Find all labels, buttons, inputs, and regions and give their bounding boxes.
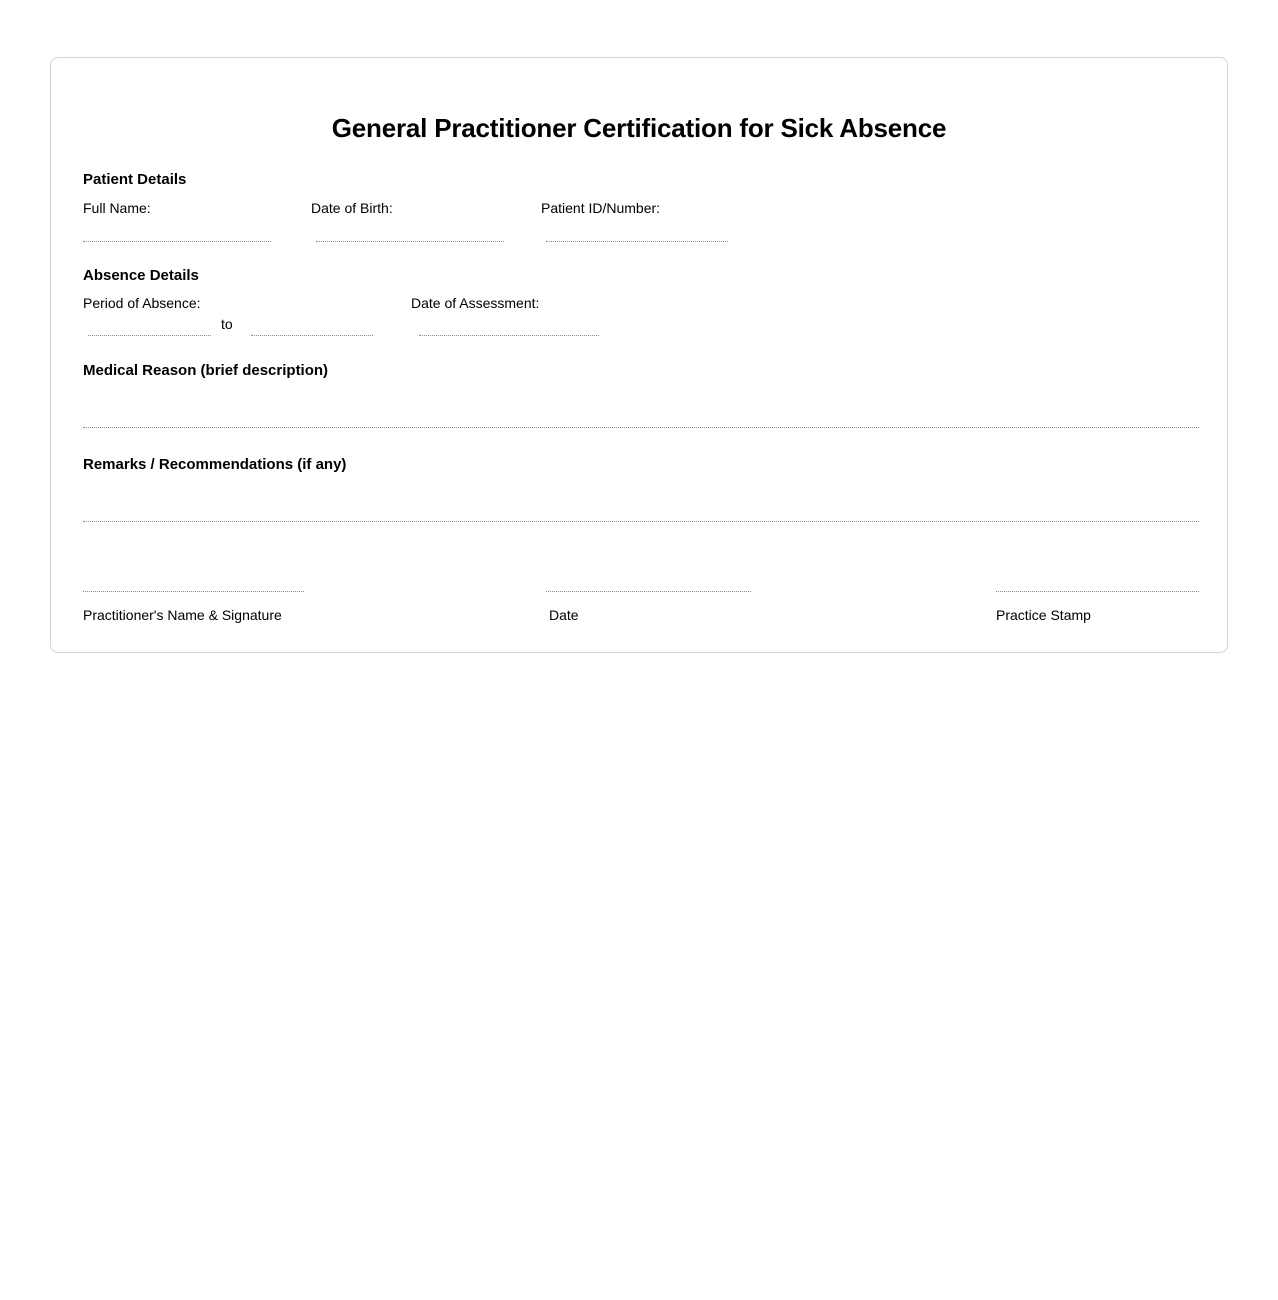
section-heading-remarks: Remarks / Recommendations (if any) (83, 456, 347, 473)
signature-date-input-line[interactable] (546, 591, 751, 592)
signature-date-label: Date (549, 607, 579, 623)
certification-form-card (50, 57, 1228, 653)
full-name-input-line[interactable] (83, 241, 271, 242)
date-of-assessment-label: Date of Assessment: (411, 295, 540, 311)
remarks-input-line[interactable] (83, 521, 1199, 522)
practitioner-signature-input-line[interactable] (83, 591, 304, 592)
section-heading-absence-details: Absence Details (83, 267, 199, 284)
practitioner-signature-label: Practitioner's Name & Signature (83, 607, 282, 623)
full-name-label: Full Name: (83, 200, 151, 216)
practice-stamp-label: Practice Stamp (996, 607, 1091, 623)
patient-id-input-line[interactable] (546, 241, 728, 242)
page-title: General Practitioner Certification for Sick Absence (331, 113, 947, 143)
period-to-input-line[interactable] (251, 335, 373, 336)
section-heading-patient-details: Patient Details (83, 171, 187, 188)
practice-stamp-input-line[interactable] (996, 591, 1199, 592)
date-of-birth-label: Date of Birth: (311, 200, 393, 216)
period-from-input-line[interactable] (88, 335, 211, 336)
patient-id-label: Patient ID/Number: (541, 200, 661, 216)
date-of-assessment-input-line[interactable] (419, 335, 599, 336)
period-of-absence-label: Period of Absence: (83, 295, 201, 311)
medical-reason-input-line[interactable] (83, 427, 1199, 428)
section-heading-medical-reason: Medical Reason (brief description) (83, 362, 329, 379)
date-of-birth-input-line[interactable] (316, 241, 504, 242)
period-range-separator: to (221, 316, 233, 332)
